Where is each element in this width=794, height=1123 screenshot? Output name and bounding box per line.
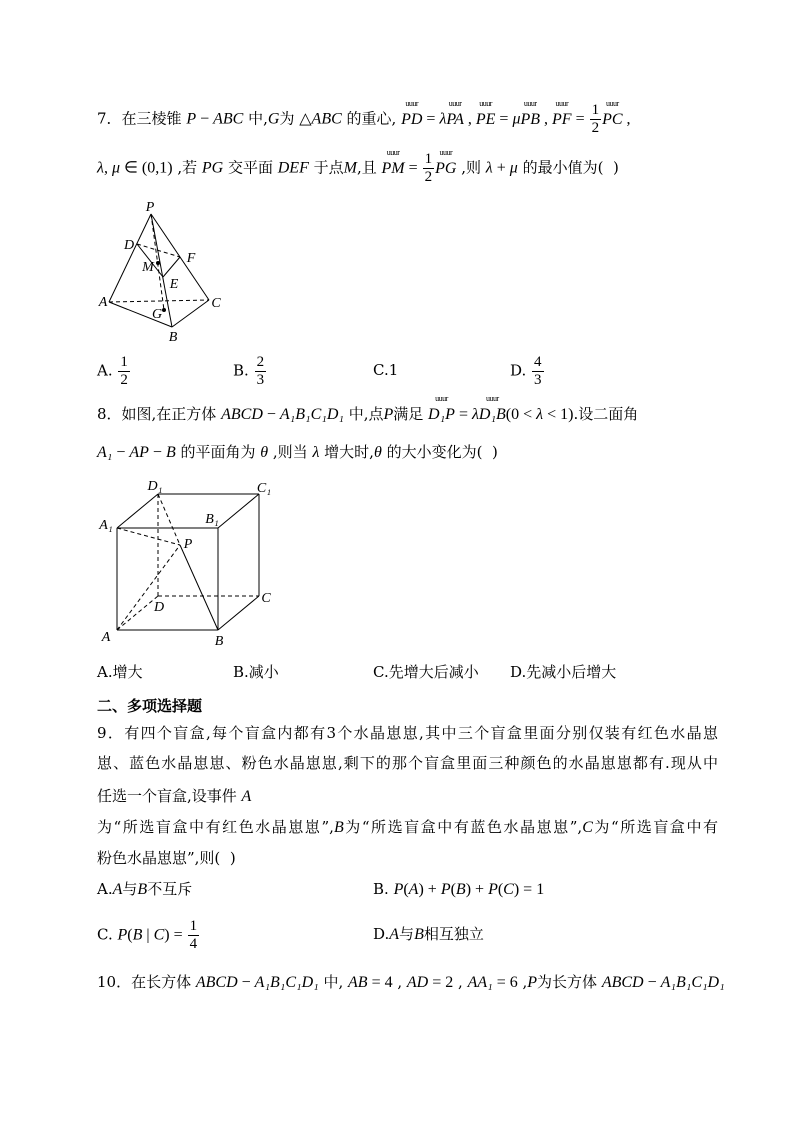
text-run: 的大小变化为( ) bbox=[381, 443, 498, 461]
math-variable: AB bbox=[348, 974, 368, 991]
vector-name: PC bbox=[602, 110, 623, 128]
text-run: 增大时, bbox=[319, 443, 374, 461]
segment-AP-hidden bbox=[117, 545, 180, 630]
text-run: ,且 bbox=[356, 158, 382, 177]
vector-arrow-mark: uuur bbox=[405, 98, 419, 108]
text-run: , bbox=[517, 973, 528, 991]
math-variable: B bbox=[414, 926, 424, 943]
math-variable: G bbox=[267, 110, 280, 128]
label-B1: B₁ bbox=[205, 512, 219, 527]
text-run: 任选一个盲盒,设事件 bbox=[97, 787, 242, 805]
cube-figure bbox=[95, 475, 280, 650]
q7-line-2 bbox=[97, 147, 619, 185]
edge-PA bbox=[109, 214, 151, 302]
vector bbox=[478, 394, 506, 425]
text-run: B. bbox=[233, 361, 254, 380]
text-run: 粉色水晶崽崽”,则( ) bbox=[97, 849, 236, 867]
math-variable: B bbox=[165, 444, 176, 461]
q7-option-b[interactable] bbox=[233, 355, 267, 388]
q8-option-a[interactable] bbox=[97, 662, 143, 682]
fraction-numerator: 2 bbox=[256, 354, 265, 370]
text-run: 7．在三棱锥 bbox=[97, 109, 187, 128]
text-run: 为 bbox=[279, 109, 300, 128]
q7-option-d[interactable] bbox=[510, 355, 545, 388]
vector-name: D₁B bbox=[478, 406, 506, 423]
section-heading: 二、多项选择题 bbox=[97, 697, 203, 715]
fraction-numerator: 4 bbox=[534, 354, 542, 370]
vector-arrow-mark: uuur bbox=[486, 394, 499, 403]
math-variable: A₁B₁C₁D₁ bbox=[279, 406, 344, 423]
fraction-numerator: 1 bbox=[591, 102, 600, 118]
vector-name: PE bbox=[475, 110, 496, 128]
edge-AC-hidden bbox=[109, 300, 209, 302]
vector bbox=[475, 98, 496, 130]
cube-edges bbox=[117, 494, 259, 630]
label-A: A bbox=[101, 630, 111, 645]
math-symbol: = bbox=[571, 110, 589, 128]
label-C: C bbox=[211, 296, 221, 311]
math-variable: λ bbox=[97, 159, 104, 177]
math-symbol: = bbox=[495, 110, 513, 128]
label-A1: A₁ bbox=[99, 518, 113, 533]
math-symbol: , bbox=[463, 110, 476, 128]
math-variable: A₁ bbox=[97, 444, 113, 461]
vector-arrow-mark: uuur bbox=[439, 147, 453, 157]
math-symbol: (0 < bbox=[505, 406, 537, 423]
q9-option-c[interactable] bbox=[97, 919, 200, 952]
math-variable: C bbox=[582, 819, 593, 836]
tetrahedron-figure bbox=[90, 195, 230, 350]
math-variable: ABCD bbox=[195, 974, 238, 991]
math-variable: λ bbox=[536, 406, 544, 423]
math-variable: θ bbox=[260, 444, 269, 461]
vector-name: PD bbox=[401, 110, 423, 128]
math-variable: M bbox=[343, 159, 357, 177]
math-variable: A bbox=[389, 926, 400, 943]
vector-arrow-mark: uuur bbox=[523, 98, 537, 108]
math-symbol: − bbox=[196, 110, 214, 128]
vector bbox=[435, 147, 457, 179]
text-run: A. bbox=[97, 880, 113, 898]
vector-arrow-mark: uuur bbox=[386, 147, 400, 157]
q9-line-5 bbox=[97, 848, 236, 868]
text-run: , bbox=[392, 973, 407, 991]
math-variable: PG bbox=[201, 159, 224, 177]
label-B: B bbox=[168, 330, 178, 345]
math-symbol: ( bbox=[127, 926, 133, 944]
text-run: C.先增大后减小 bbox=[373, 663, 479, 681]
label-C1: C₁ bbox=[256, 481, 272, 496]
math-symbol: = bbox=[422, 110, 440, 128]
q8-option-c[interactable] bbox=[373, 662, 479, 682]
vector-arrow-mark: uuur bbox=[479, 98, 492, 108]
math-symbol: ∈ (0,1) bbox=[119, 159, 173, 177]
text-run: A.增大 bbox=[97, 663, 143, 681]
text-run: 与 bbox=[122, 880, 138, 898]
math-variable: C bbox=[153, 926, 165, 944]
text-run: 9．有四个盲盒,每个盲盒内都有3个水晶崽崽,其中三个盲盒里面分别仅装有红色水晶崽 bbox=[97, 724, 718, 742]
q10-line-1 bbox=[97, 972, 725, 993]
edge-BC bbox=[172, 300, 209, 327]
label-D: D bbox=[153, 600, 165, 615]
q9-line-2 bbox=[97, 753, 718, 773]
math-variable: θ bbox=[373, 444, 382, 461]
text-run: 为“所选盲盒中有蓝色水晶崽崽”, bbox=[343, 818, 583, 836]
text-run: 相互独立 bbox=[423, 925, 484, 943]
label-A: A bbox=[98, 295, 108, 310]
text-run: 于点 bbox=[308, 158, 344, 177]
q8-line-1 bbox=[97, 394, 639, 425]
math-variable: P bbox=[527, 974, 538, 991]
text-run: C. bbox=[97, 925, 118, 944]
label-B: B bbox=[214, 634, 224, 649]
math-variable: C bbox=[503, 881, 514, 898]
label-E: E bbox=[169, 277, 179, 292]
math-variable: A₁B₁C₁D₁ bbox=[254, 974, 319, 991]
vector-arrow-mark: uuur bbox=[555, 98, 569, 108]
math-variable: ABCD bbox=[221, 406, 263, 423]
label-P: P bbox=[183, 537, 193, 552]
vector-name: D₁P bbox=[428, 406, 455, 423]
fraction bbox=[532, 355, 544, 388]
text-run: 中, bbox=[243, 109, 268, 128]
math-variable: λ bbox=[439, 110, 447, 128]
math-symbol: , bbox=[622, 110, 631, 128]
edge-A1D1 bbox=[117, 494, 158, 528]
edge-C1B1 bbox=[218, 494, 259, 528]
text-run: 10．在长方体 bbox=[97, 973, 196, 991]
math-symbol: − bbox=[112, 444, 130, 461]
q8-option-d[interactable] bbox=[510, 662, 616, 682]
text-run: D. bbox=[373, 925, 390, 943]
fraction-numerator: 1 bbox=[424, 151, 433, 167]
label-D1: D₁ bbox=[147, 479, 163, 494]
math-variable: P bbox=[117, 926, 128, 944]
math-variable: DEF bbox=[277, 159, 309, 177]
edge-AB bbox=[109, 302, 172, 327]
math-variable: μ bbox=[111, 159, 120, 177]
vector-name: PM bbox=[381, 159, 405, 177]
vector bbox=[446, 98, 464, 130]
vector bbox=[381, 147, 405, 179]
q7-line-1 bbox=[97, 98, 631, 136]
math-symbol: ( bbox=[403, 881, 409, 898]
q8-line-2 bbox=[97, 442, 498, 463]
point-G-dot bbox=[162, 308, 166, 312]
q9-line-4 bbox=[97, 817, 718, 838]
label-M: M bbox=[142, 260, 154, 275]
q9-line-1 bbox=[97, 723, 718, 743]
segment-PB bbox=[180, 545, 218, 630]
segment-D1P-hidden bbox=[158, 494, 180, 545]
fraction-denominator: 2 bbox=[591, 120, 600, 136]
fraction bbox=[423, 152, 435, 185]
math-variable: B bbox=[455, 881, 466, 898]
vector-name: PA bbox=[446, 110, 464, 128]
math-variable: ABC bbox=[213, 110, 244, 128]
text-run: D.先减小后增大 bbox=[510, 663, 617, 681]
math-variable: B bbox=[137, 881, 148, 898]
vector bbox=[401, 98, 423, 130]
segment-A1P-hidden bbox=[117, 528, 180, 545]
text-run: ,则当 bbox=[268, 443, 313, 461]
text-run: ,若 bbox=[172, 158, 202, 177]
math-symbol: < 1) bbox=[543, 406, 574, 423]
math-variable: P bbox=[393, 881, 404, 898]
math-symbol: = 6 bbox=[492, 974, 518, 991]
math-symbol: △ bbox=[299, 110, 312, 128]
text-run: B. bbox=[373, 880, 394, 898]
text-run: C.1 bbox=[373, 361, 399, 379]
fraction bbox=[188, 919, 200, 952]
vector-arrow-mark: uuur bbox=[448, 98, 462, 108]
math-variable: AA₁ bbox=[467, 974, 493, 991]
math-symbol: ) = 1 bbox=[513, 881, 545, 898]
q8-option-b[interactable] bbox=[233, 662, 279, 682]
text-run: 崽、蓝色水晶崽崽、粉色水晶崽崽,剩下的那个盲盒里面三种颜色的水晶崽崽都有.现从中 bbox=[97, 754, 718, 772]
text-run: ,则 bbox=[456, 158, 486, 177]
math-symbol: − bbox=[643, 974, 661, 991]
math-variable: ABC bbox=[311, 110, 342, 128]
q9-option-b[interactable] bbox=[373, 879, 544, 900]
math-symbol: | bbox=[142, 926, 154, 944]
fraction-denominator: 2 bbox=[424, 169, 433, 185]
math-variable: B bbox=[333, 819, 344, 836]
edge-BC bbox=[218, 596, 259, 630]
fraction-denominator: 4 bbox=[189, 936, 198, 952]
text-run: D. bbox=[510, 361, 532, 380]
math-symbol: = bbox=[454, 406, 472, 423]
math-variable: μ bbox=[512, 110, 521, 128]
q9-option-a[interactable] bbox=[97, 879, 192, 900]
vector bbox=[520, 98, 541, 130]
math-symbol: ( bbox=[450, 881, 456, 898]
text-run: 中, bbox=[318, 973, 349, 991]
label-F: F bbox=[186, 251, 196, 266]
math-symbol: , bbox=[540, 110, 553, 128]
edge-EF bbox=[163, 257, 180, 277]
fraction-numerator: 1 bbox=[120, 354, 128, 370]
vector bbox=[602, 98, 623, 130]
math-symbol: ( bbox=[497, 881, 504, 898]
fraction-denominator: 3 bbox=[256, 372, 265, 388]
text-run: .设二面角 bbox=[573, 405, 639, 423]
q7-option-c[interactable] bbox=[373, 360, 398, 380]
vector-name: PF bbox=[552, 110, 572, 128]
fraction-numerator: 1 bbox=[189, 918, 198, 934]
math-symbol: − bbox=[262, 406, 280, 423]
vector bbox=[552, 98, 572, 130]
text-run: B.减小 bbox=[233, 663, 279, 681]
fraction bbox=[590, 103, 602, 136]
fraction-denominator: 3 bbox=[534, 372, 542, 388]
vector-name: PB bbox=[520, 110, 541, 128]
math-variable: λ bbox=[312, 444, 320, 461]
math-symbol: ) + bbox=[418, 881, 441, 898]
math-variable: P bbox=[383, 406, 394, 423]
text-run: 的平面角为 bbox=[175, 443, 261, 461]
math-symbol: − bbox=[237, 974, 255, 991]
vector bbox=[428, 394, 455, 425]
label-C: C bbox=[261, 591, 271, 606]
point-M-dot bbox=[156, 261, 160, 265]
vector-arrow-mark: uuur bbox=[435, 394, 448, 403]
fraction bbox=[255, 355, 267, 388]
math-variable: AD bbox=[406, 974, 429, 991]
math-variable: λ bbox=[471, 406, 479, 423]
math-symbol: + bbox=[492, 159, 510, 177]
text-run: 8．如图,在正方体 bbox=[97, 405, 222, 423]
text-run: 与 bbox=[399, 925, 415, 943]
text-run: A. bbox=[97, 361, 118, 380]
math-variable: A bbox=[408, 881, 419, 898]
fraction bbox=[118, 355, 130, 388]
vector-name: PG bbox=[435, 159, 457, 177]
math-variable: A bbox=[241, 788, 252, 805]
math-symbol: = bbox=[404, 159, 422, 177]
q7-option-a[interactable] bbox=[97, 355, 131, 388]
edge-AD-hidden bbox=[117, 596, 158, 630]
text-run: 中,点 bbox=[343, 405, 384, 423]
math-variable: B bbox=[132, 926, 143, 944]
text-run: 为长方体 bbox=[537, 973, 602, 991]
math-variable: λ bbox=[485, 159, 493, 177]
text-run: 的重心, bbox=[341, 109, 402, 128]
text-run: 满足 bbox=[393, 405, 429, 423]
math-variable: P bbox=[440, 881, 451, 898]
q9-option-d[interactable] bbox=[373, 924, 484, 945]
math-variable: μ bbox=[509, 159, 518, 177]
label-G: G bbox=[151, 307, 163, 322]
math-variable: A bbox=[112, 881, 123, 898]
text-run: 交平面 bbox=[223, 158, 278, 177]
math-symbol: ) = bbox=[164, 926, 187, 944]
math-symbol: = 2 bbox=[428, 974, 454, 991]
vector-arrow-mark: uuur bbox=[605, 98, 619, 108]
text-run: 不互斥 bbox=[147, 880, 193, 898]
math-symbol: , bbox=[103, 159, 112, 177]
label-D: D bbox=[123, 238, 135, 253]
math-symbol: = 4 bbox=[367, 974, 393, 991]
q9-line-3 bbox=[97, 786, 251, 807]
math-symbol: − bbox=[148, 444, 166, 461]
math-variable: P bbox=[186, 110, 197, 128]
fraction-denominator: 2 bbox=[120, 372, 128, 388]
math-variable: AP bbox=[129, 444, 149, 461]
text-run: 为“所选盲盒中有红色水晶崽崽”, bbox=[97, 818, 334, 836]
label-P: P bbox=[145, 200, 155, 215]
math-variable: P bbox=[488, 881, 498, 898]
text-run: 为“所选盲盒中有 bbox=[592, 818, 719, 836]
math-symbol: ) + bbox=[465, 881, 489, 898]
math-variable: ABCD bbox=[601, 974, 644, 991]
text-run: 的最小值为( ) bbox=[517, 158, 619, 177]
text-run: , bbox=[453, 973, 468, 991]
math-variable: A₁B₁C₁D₁ bbox=[660, 974, 725, 991]
